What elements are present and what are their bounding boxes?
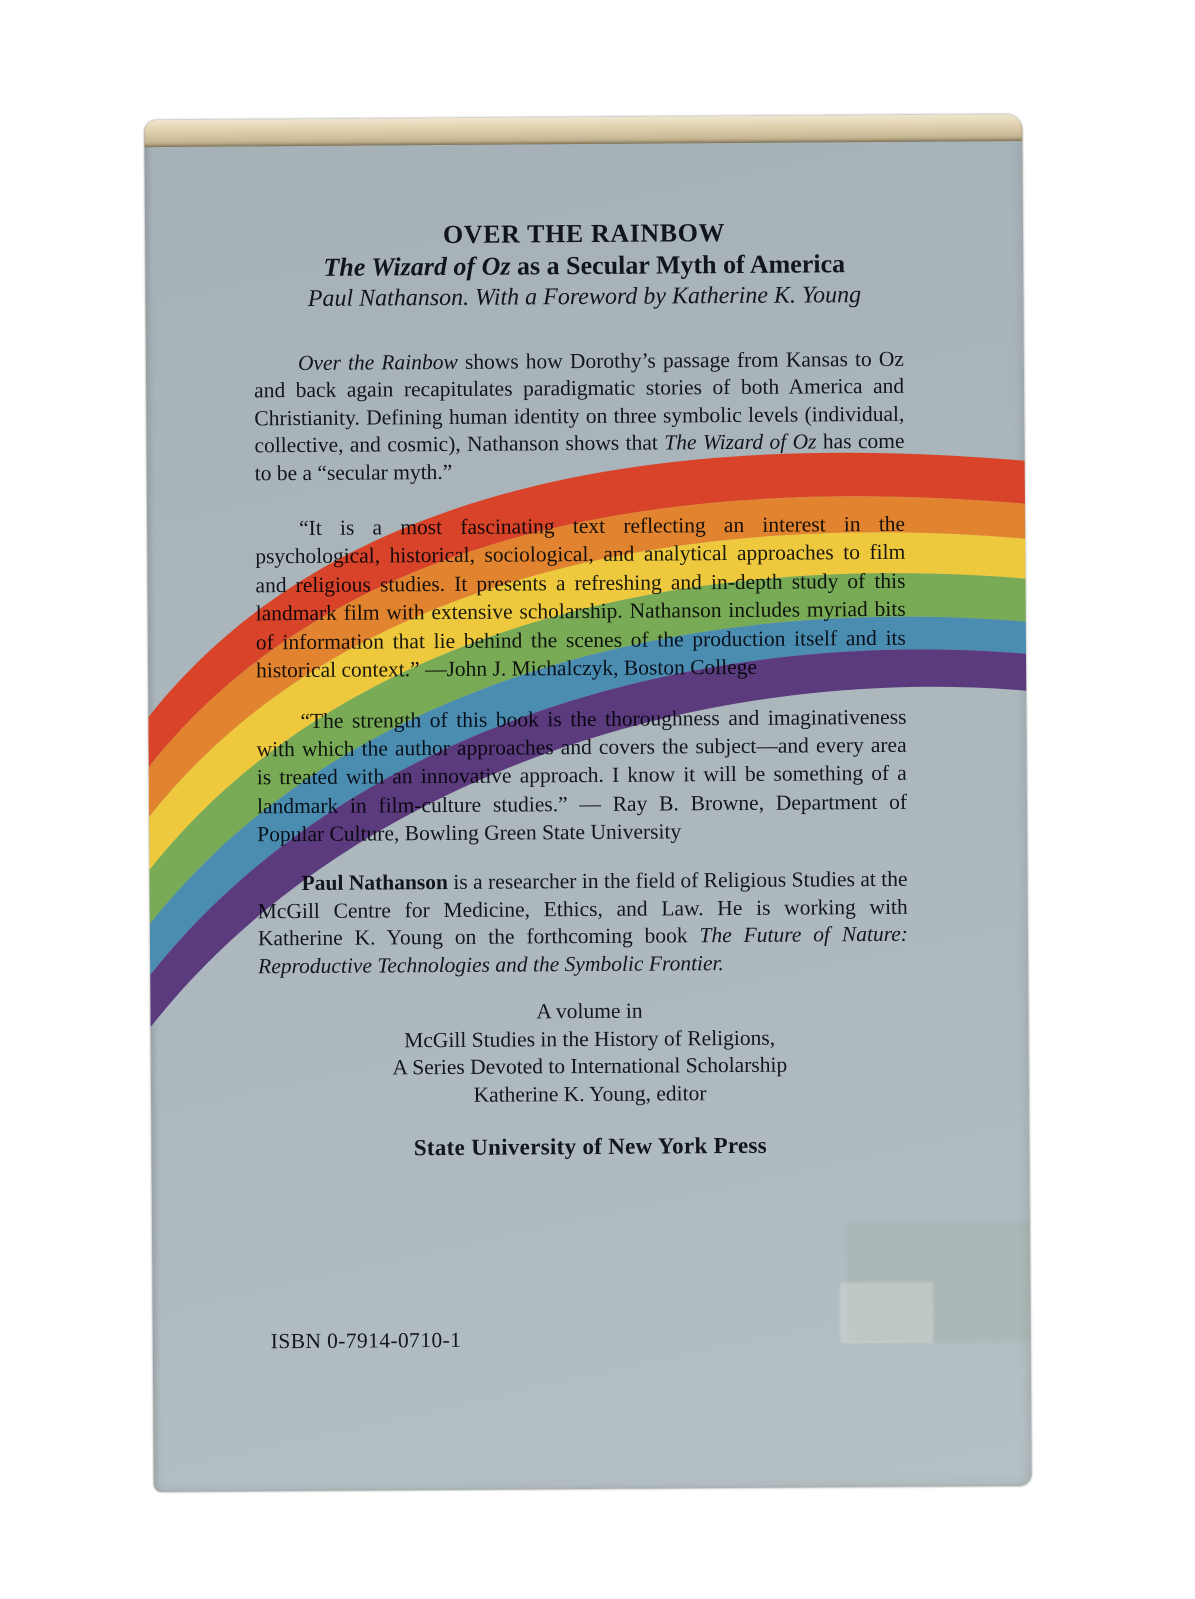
author-bio-paragraph: Paul Nathanson is a researcher in the field of Religious Studies at the McGill Centre for Medicine, Ethics, and Law. He is working with Katherine K. Young on the forthcoming book The Future of Nature: Reproductive Technologies and the Symbolic Frontier.: [257, 866, 909, 979]
title-block: [145, 214, 1024, 316]
series-line-1: A volume in: [536, 998, 643, 1024]
book-title: OVER THE RAINBOW: [442, 218, 726, 249]
synopsis-paragraph: Over the Rainbow shows how Dorothy’s passage from Kansas to Oz and back again recapitulates paradigmatic stories of both America and Christianity. Defining human identity on three symbolic levels (individual, collective, and cosmic), Nathanson shows that The Wizard of Oz has come to be a “secular myth.”: [254, 346, 905, 485]
series-line-2: McGill Studies in the History of Religions,: [404, 1025, 776, 1052]
series-line-3: A Series Devoted to International Scholarship: [392, 1052, 788, 1080]
book-byline: Paul Nathanson. With a Foreword by Katherine K. Young: [307, 282, 862, 312]
publisher-name: State University of New York Press: [413, 1132, 768, 1161]
series-block: [150, 995, 1029, 1112]
review-quote-michalczyk: “It is a most fascinating text reflecting an interest in the psychological, historical, sociological, and analytical approaches to film and religious studies. It presents a refreshing and in-depth study of this landmark film with extensive scholarship. Nathanson includes myriad bits of information that lie behind the scenes of the production itself and its historical context.” —John J. Michalczyk, Boston College: [255, 511, 906, 683]
isbn-number: ISBN 0-7914-0710-1: [270, 1327, 462, 1354]
series-line-4: Katherine K. Young, editor: [473, 1080, 707, 1107]
book-back-cover: [144, 114, 1032, 1492]
book-subtitle: The Wizard of Oz as a Secular Myth of America: [323, 249, 846, 282]
review-quote-browne: “The strength of this book is the thoroughness and imaginativeness with which the author approaches and covers the subject—and every area is treated with an innovative approach. I know it will be something of a landmark in film-culture studies.” — Ray B. Browne, Department of Popular Culture, Bowling Green State University: [256, 704, 908, 847]
cover-text-layer: [144, 114, 1032, 1492]
